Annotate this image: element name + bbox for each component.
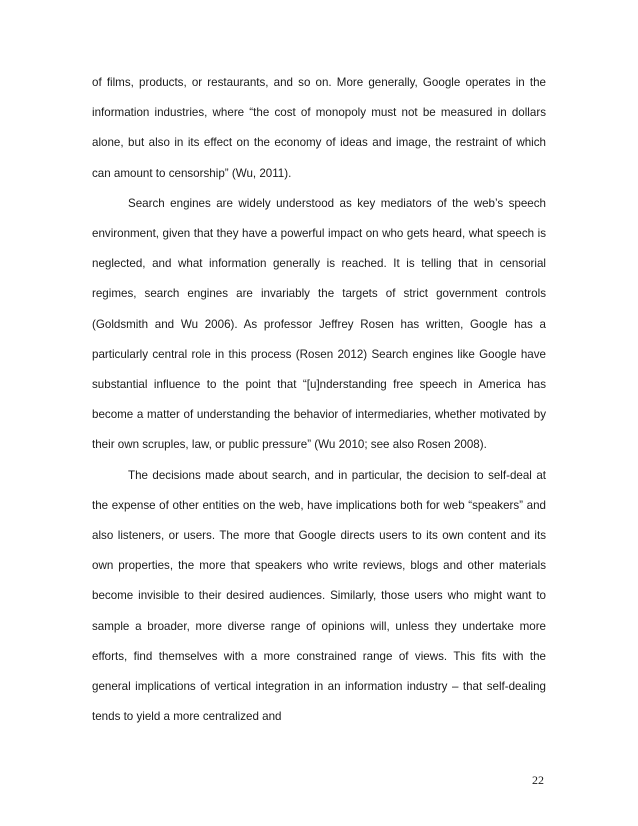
paragraph-search-engines: Search engines are widely understood as key mediators of the web’s speech environment, given that they have a powerful impact on who gets heard, what speech is neglected, and what information generally is reached. It is telling that in censorial regimes, search engines are invariably the targets of strict government controls (Goldsmith and Wu 2006). As professor Jeffrey Rosen has written, Google has a particularly central role in this process (Rosen 2012) Search engines like Google have substantial influence to the point that “[u]nderstanding free speech in America has become a matter of understanding the behavior of intermediaries, whether motivated by their own scruples, law, or public pressure” (Wu 2010; see also Rosen 2008). bbox=[92, 196, 546, 452]
paragraph-decisions: The decisions made about search, and in particular, the decision to self-deal at the expense of other entities on the web, have implications both for web “speakers” and also listeners, or users. The more that Google directs users to its own content and its own properties, the more that speakers who write reviews, blogs and other materials become invisible to their desired audiences. Similarly, those users who might want to sample a broader, more diverse range of opinions will, unless they undertake more efforts, find themselves with a more constrained range of views. This fits with the general implications of vertical integration in an information industry – that self-dealing tends to yield a more centralized and bbox=[92, 468, 546, 724]
page-number: 22 bbox=[532, 773, 544, 787]
paragraph-continuation: of films, products, or restaurants, and so on. More generally, Google operates in the information industries, where “the cost of monopoly must not be measured in dollars alone, but also in its effect on the economy of ideas and image, the restraint of which can amount to censorship” (Wu, 2011). bbox=[92, 76, 546, 180]
body-text bbox=[92, 68, 546, 732]
